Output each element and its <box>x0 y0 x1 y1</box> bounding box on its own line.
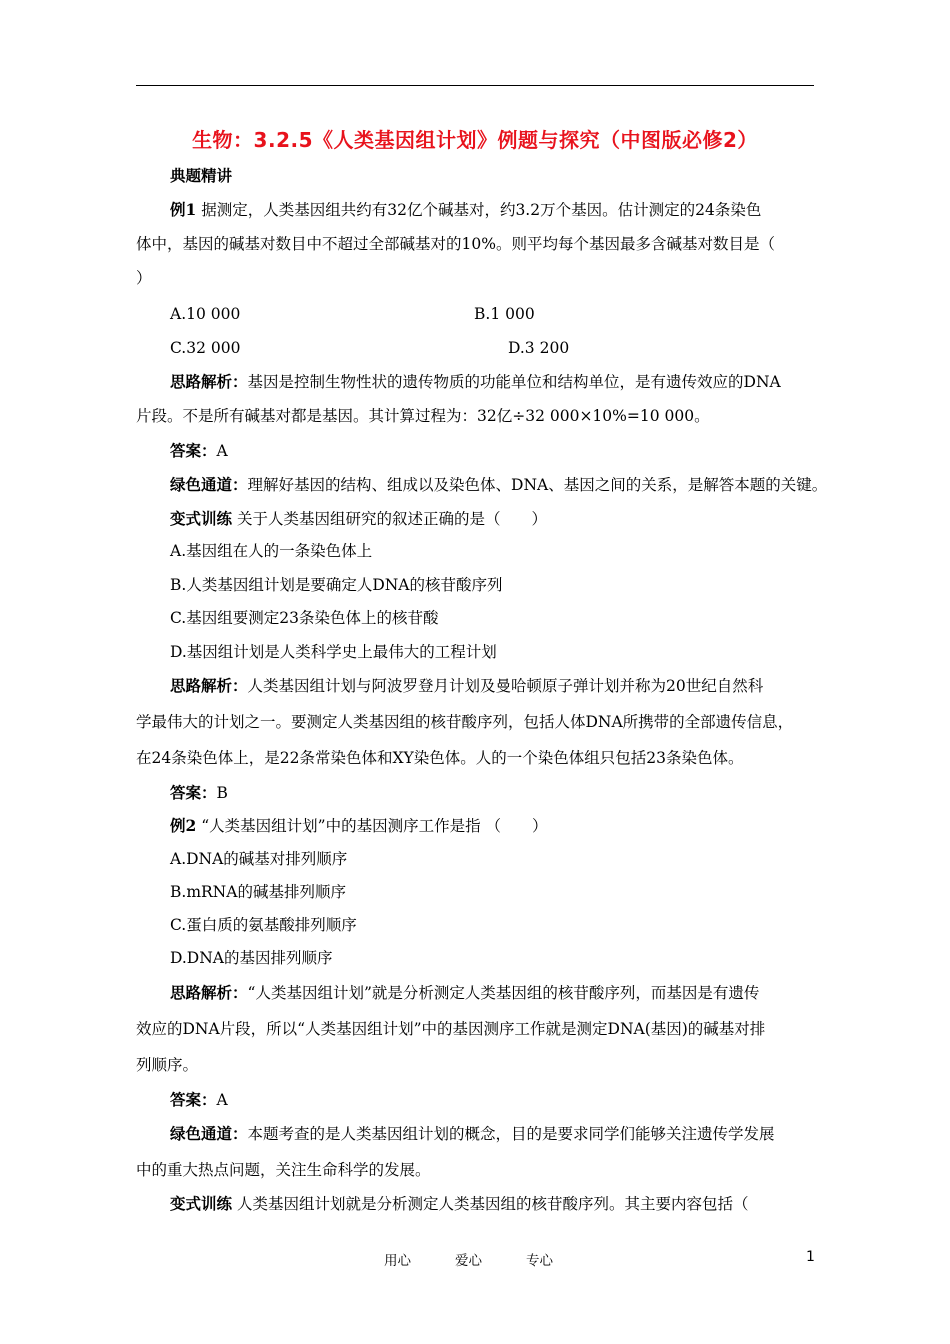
variant-1-question: 变式训练 关于人类基因组研究的叙述正确的是（ ） <box>170 509 547 528</box>
variant-1-option-d: D.基因组计划是人类科学史上最伟大的工程计划 <box>170 643 497 661</box>
example-2-green-channel-2: 中的重大热点问题，关注生命科学的发展。 <box>136 1161 431 1179</box>
document-title: 生物：3.2.5《人类基因组计划》例题与探究（中图版必修2） <box>192 128 758 152</box>
variant-1-analysis-2: 学最伟大的计划之一。要测定人类基因组的核苷酸序列，包括人体DNA所携带的全部遗传信息， <box>136 713 794 731</box>
option-a: A.10 000 <box>170 305 241 323</box>
example-1-green-channel: 绿色通道：理解好基因的结构、组成以及染色体、DNA、基因之间的关系，是解答本题的关键。 <box>170 475 828 494</box>
example-1-line-1: 例1 据测定，人类基因组共约有32亿个碱基对，约3.2万个基因。估计测定的24条染色 <box>170 200 762 219</box>
example-1-analysis-2: 片段。不是所有碱基对都是基因。其计算过程为：32亿÷32 000×10%=10 000。 <box>136 407 710 425</box>
example-2-option-b: B.mRNA的碱基排列顺序 <box>170 883 346 901</box>
option-c: C.32 000 <box>170 339 241 357</box>
option-d: D.3 200 <box>508 339 570 357</box>
variant-1-analysis-3: 在24条染色体上，是22条常染色体和XY染色体。人的一个染色体组只包括23条染色体。 <box>136 749 744 767</box>
example-2-green-channel-1: 绿色通道：本题考查的是人类基因组计划的概念，目的是要求同学们能够关注遗传学发展 <box>170 1124 775 1143</box>
header-rule <box>136 85 814 86</box>
example-1-options-ab <box>170 304 860 324</box>
section-heading: 典题精讲 <box>170 166 233 185</box>
example-2-option-a: A.DNA的碱基对排列顺序 <box>170 850 348 868</box>
variant-1-option-a: A.基因组在人的一条染色体上 <box>170 542 373 560</box>
page-number: 1 <box>806 1249 815 1265</box>
example-2-answer: 答案：A <box>170 1090 228 1109</box>
variant-1-option-c: C.基因组要测定23条染色体上的核苷酸 <box>170 609 439 627</box>
footer-item: 用心 <box>384 1253 411 1269</box>
example-1-line-2: 体中，基因的碱基对数目中不超过全部碱基对的10%。则平均每个基因最多含碱基对数目是（ <box>136 235 775 253</box>
example-2-option-d: D.DNA的基因排列顺序 <box>170 949 333 967</box>
variant-1-analysis-1: 思路解析：人类基因组计划与阿波罗登月计划及曼哈顿原子弹计划并称为20世纪自然科 <box>170 676 764 695</box>
variant-1-option-b: B.人类基因组计划是要确定人DNA的核苷酸序列 <box>170 576 503 594</box>
option-b: B.1 000 <box>474 305 535 323</box>
example-1-answer: 答案：A <box>170 441 228 460</box>
page-footer <box>384 1249 597 1269</box>
example-1-line-3: ） <box>136 269 152 287</box>
footer-item: 爱心 <box>455 1253 482 1269</box>
example-1-options-cd <box>170 338 860 358</box>
example-2-question: 例2 “人类基因组计划”中的基因测序工作是指 （ ） <box>170 816 548 835</box>
variant-1-answer: 答案：B <box>170 783 228 802</box>
example-2-analysis-2: 效应的DNA片段，所以“人类基因组计划”中的基因测序工作就是测定DNA(基因)的碱基对排 <box>136 1020 766 1038</box>
example-1-analysis-1: 思路解析：基因是控制生物性状的遗传物质的功能单位和结构单位，是有遗传效应的DNA <box>170 372 781 391</box>
footer-item: 专心 <box>526 1253 553 1269</box>
variant-2-question: 变式训练 人类基因组计划就是分析测定人类基因组的核苷酸序列。其主要内容包括（ <box>170 1194 749 1213</box>
example-2-analysis-3: 列顺序。 <box>136 1056 199 1074</box>
example-2-analysis-1: 思路解析：“人类基因组计划”就是分析测定人类基因组的核苷酸序列，而基因是有遗传 <box>170 983 760 1002</box>
example-1-label: 例1 <box>170 200 197 219</box>
example-2-option-c: C.蛋白质的氨基酸排列顺序 <box>170 916 357 934</box>
